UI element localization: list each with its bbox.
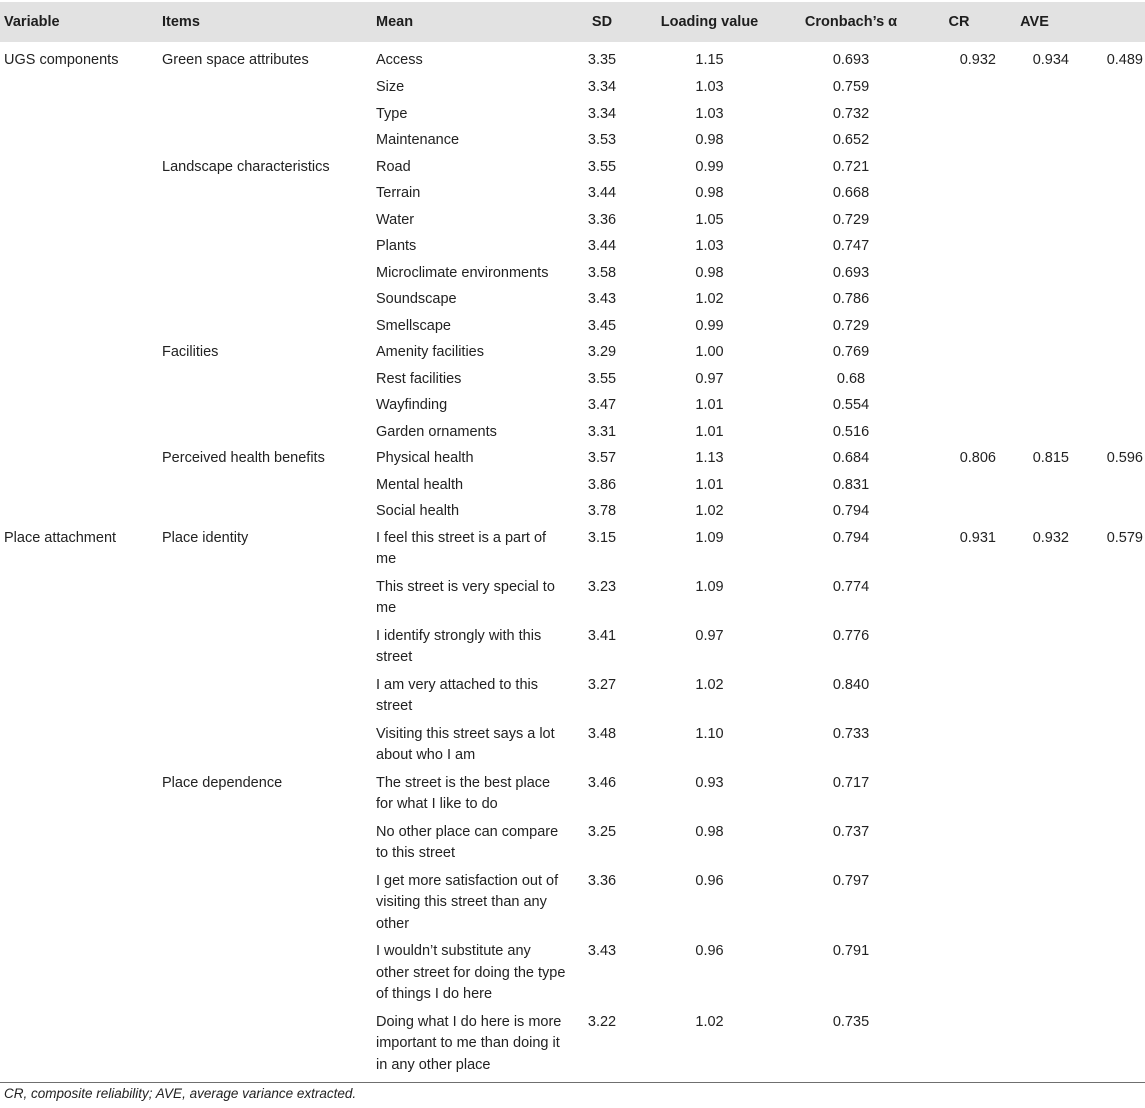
cell-item: Smellscape xyxy=(376,317,451,334)
cell-item: Rest facilities xyxy=(376,370,462,387)
table-row xyxy=(0,721,1145,770)
cell-mean: 3.29 xyxy=(587,344,617,360)
cell-cr: 0.932 xyxy=(1032,529,1069,546)
cell-sd: 0.99 xyxy=(695,158,724,175)
cell-loading: 0.693 xyxy=(832,264,870,281)
cell-ave xyxy=(1071,339,1145,366)
cell-sd: 0.98 xyxy=(695,264,724,281)
cell-cr xyxy=(998,623,1071,672)
cell-alpha xyxy=(920,339,998,366)
table-footnote: CR, composite reliability; AVE, average variance extracted. xyxy=(4,1086,357,1101)
cell-cr xyxy=(998,498,1071,525)
cell-sd: 0.98 xyxy=(695,132,724,148)
cell-item-group: Landscape characteristics xyxy=(162,158,330,175)
cell-mean: 3.45 xyxy=(587,317,617,334)
cell-mean: 3.78 xyxy=(587,503,617,519)
cell-loading: 0.668 xyxy=(832,185,870,201)
cell-alpha xyxy=(920,127,998,154)
cell-mean: 3.36 xyxy=(587,211,617,228)
cell-ave xyxy=(1071,154,1145,181)
cell-loading: 0.735 xyxy=(782,1009,920,1083)
table-row xyxy=(0,260,1145,287)
cell-sd: 1.15 xyxy=(695,52,724,68)
cell-variable xyxy=(0,101,158,128)
cell-alpha xyxy=(920,672,998,721)
cell-alpha xyxy=(920,286,998,313)
data-table xyxy=(0,2,1145,1083)
cell-item: No other place can compare to this street xyxy=(376,823,559,861)
cell-ave xyxy=(1071,672,1145,721)
cell-cr: 0.815 xyxy=(1032,450,1069,466)
cell-item-group xyxy=(158,419,372,446)
cell-cr xyxy=(998,101,1071,128)
cell-cr xyxy=(998,672,1071,721)
cell-sd: 0.97 xyxy=(695,627,724,644)
cell-sd: 1.09 xyxy=(695,529,724,546)
cell-alpha xyxy=(920,574,998,623)
cell-ave xyxy=(1071,101,1145,128)
cell-sd: 1.03 xyxy=(695,105,724,122)
cell-alpha xyxy=(920,366,998,393)
cell-cr xyxy=(998,419,1071,446)
cell-mean: 3.34 xyxy=(587,105,617,122)
cell-cr xyxy=(998,154,1071,181)
cell-alpha xyxy=(920,721,998,770)
cell-item: Amenity facilities xyxy=(376,344,484,360)
cell-sd: 1.01 xyxy=(695,397,724,413)
cell-item-group xyxy=(158,260,372,287)
cell-ave xyxy=(1071,260,1145,287)
cell-ave xyxy=(1071,623,1145,672)
cell-ave xyxy=(1071,366,1145,393)
cell-alpha: 0.932 xyxy=(959,52,996,68)
cell-variable xyxy=(0,127,158,154)
cell-mean: 3.53 xyxy=(587,132,617,148)
cell-sd: 1.10 xyxy=(695,725,724,742)
cell-item-group xyxy=(158,1009,372,1083)
cell-item: Type xyxy=(376,105,408,122)
cell-loading: 0.774 xyxy=(832,578,870,595)
cell-mean: 3.15 xyxy=(587,529,617,546)
table-row xyxy=(0,180,1145,207)
cell-alpha xyxy=(920,623,998,672)
cell-mean: 3.43 xyxy=(587,291,617,307)
cell-variable xyxy=(0,313,158,340)
cell-cr xyxy=(998,180,1071,207)
cell-alpha xyxy=(920,819,998,868)
cell-loading: 0.554 xyxy=(832,397,870,413)
header-ave: AVE xyxy=(998,2,1071,42)
cell-alpha xyxy=(920,233,998,260)
cell-alpha xyxy=(920,101,998,128)
cell-ave xyxy=(1071,472,1145,499)
cell-alpha: 0.931 xyxy=(959,529,996,546)
cell-variable xyxy=(0,498,158,525)
cell-loading: 0.68 xyxy=(836,370,866,387)
cell-loading: 0.717 xyxy=(832,774,870,791)
cell-cr xyxy=(998,366,1071,393)
cell-sd: 1.03 xyxy=(695,79,724,95)
cell-alpha xyxy=(920,498,998,525)
cell-alpha xyxy=(920,180,998,207)
cell-mean: 3.57 xyxy=(587,450,617,466)
cell-sd: 1.02 xyxy=(637,1009,782,1083)
cell-alpha: 0.806 xyxy=(959,450,996,466)
table-header xyxy=(0,2,1145,42)
table-row xyxy=(0,233,1145,260)
cell-cr xyxy=(998,313,1071,340)
cell-sd: 1.02 xyxy=(695,676,724,693)
cell-alpha xyxy=(920,207,998,234)
cell-cr xyxy=(998,721,1071,770)
table-body xyxy=(0,42,1145,1083)
cell-item-group xyxy=(158,721,372,770)
cell-item: Microclimate environments xyxy=(376,264,549,281)
table-row xyxy=(0,770,1145,819)
cell-item-group xyxy=(158,819,372,868)
cell-item-group xyxy=(158,938,372,1009)
cell-cr xyxy=(998,392,1071,419)
header-mean: Mean xyxy=(372,2,567,42)
cell-cr xyxy=(998,574,1071,623)
cell-mean: 3.46 xyxy=(587,774,617,791)
cell-variable xyxy=(0,419,158,446)
cell-item: I feel this street is a part of me xyxy=(376,529,547,567)
cell-alpha xyxy=(920,938,998,1009)
header-loading-value: Loading value xyxy=(637,2,782,42)
table-row xyxy=(0,672,1145,721)
cell-loading: 0.769 xyxy=(832,344,870,360)
header-items: Items xyxy=(158,2,372,42)
cell-item-group xyxy=(158,392,372,419)
cell-ave xyxy=(1071,819,1145,868)
cell-variable xyxy=(0,721,158,770)
cell-ave xyxy=(1071,392,1145,419)
cell-ave xyxy=(1071,419,1145,446)
table-row xyxy=(0,392,1145,419)
cell-item: Size xyxy=(376,79,405,95)
cell-variable xyxy=(0,938,158,1009)
cell-sd: 1.13 xyxy=(695,450,724,466)
cell-item-group xyxy=(158,286,372,313)
cell-item: The street is the best place for what I like to do xyxy=(376,774,551,812)
cell-item-group xyxy=(158,207,372,234)
cell-loading: 0.747 xyxy=(832,238,870,254)
table-row xyxy=(0,819,1145,868)
cell-item: Doing what I do here is more important to me than doing it in any other place xyxy=(372,1009,567,1083)
cell-mean: 3.86 xyxy=(587,476,617,493)
cell-variable xyxy=(0,445,158,472)
cell-cr xyxy=(998,207,1071,234)
cell-mean: 3.34 xyxy=(587,79,617,95)
table-row xyxy=(0,127,1145,154)
cell-item-group: Green space attributes xyxy=(162,52,309,68)
cell-variable xyxy=(0,868,158,939)
cell-sd: 1.01 xyxy=(695,423,724,440)
cell-cr xyxy=(998,74,1071,101)
cell-loading: 0.729 xyxy=(832,211,870,228)
table-row xyxy=(0,498,1145,525)
table-row xyxy=(0,42,1145,74)
cell-ave xyxy=(1071,721,1145,770)
cell-item: Mental health xyxy=(376,476,464,493)
cell-cr xyxy=(998,938,1071,1009)
cell-sd: 0.96 xyxy=(695,872,724,889)
cell-item: I get more satisfaction out of visiting this street than any other xyxy=(376,872,559,932)
cell-loading: 0.831 xyxy=(832,476,870,493)
cell-item-group xyxy=(158,366,372,393)
cell-ave xyxy=(1071,313,1145,340)
cell-loading: 0.516 xyxy=(832,423,870,440)
cell-variable xyxy=(0,770,158,819)
table-row xyxy=(0,366,1145,393)
cell-loading: 0.776 xyxy=(832,627,870,644)
cell-loading: 0.794 xyxy=(832,529,870,546)
cell-ave: 0.579 xyxy=(1106,529,1143,546)
header-row xyxy=(0,2,1145,42)
cell-variable xyxy=(0,233,158,260)
cell-loading: 0.721 xyxy=(832,158,870,175)
cell-cr xyxy=(998,819,1071,868)
cell-item: Access xyxy=(376,52,423,68)
cell-cr xyxy=(998,286,1071,313)
table-row xyxy=(0,207,1145,234)
cell-mean: 3.48 xyxy=(587,725,617,742)
cell-loading: 0.652 xyxy=(832,132,870,148)
cell-alpha xyxy=(920,868,998,939)
cell-ave xyxy=(1071,868,1145,939)
cell-ave xyxy=(1071,127,1145,154)
cell-sd: 0.99 xyxy=(695,317,724,334)
cell-cr xyxy=(998,770,1071,819)
cell-alpha xyxy=(920,1009,998,1083)
cell-cr xyxy=(998,339,1071,366)
cell-alpha xyxy=(920,74,998,101)
cell-variable xyxy=(0,366,158,393)
cell-mean: 3.27 xyxy=(587,676,617,693)
cell-loading: 0.791 xyxy=(832,943,870,959)
cell-loading: 0.693 xyxy=(832,52,870,68)
cell-sd: 0.98 xyxy=(695,185,724,201)
cell-sd: 1.01 xyxy=(695,476,724,493)
cell-sd: 0.96 xyxy=(695,943,724,959)
cell-alpha xyxy=(920,313,998,340)
cell-item: I wouldn’t substitute any other street for doing the type of things I do here xyxy=(376,943,566,1002)
cell-sd: 0.98 xyxy=(695,823,724,840)
cell-variable xyxy=(0,180,158,207)
cell-sd: 1.05 xyxy=(695,211,724,228)
cell-mean: 3.35 xyxy=(587,52,617,68)
cell-sd: 0.97 xyxy=(695,370,724,387)
cell-item: Garden ornaments xyxy=(376,423,497,440)
header-cr: CR xyxy=(920,2,998,42)
header-cronbachs-alpha: Cronbach’s α xyxy=(782,2,920,42)
cell-variable xyxy=(0,286,158,313)
cell-sd: 1.02 xyxy=(695,291,724,307)
cell-loading: 0.729 xyxy=(832,317,870,334)
cell-item-group xyxy=(158,574,372,623)
cell-item-group xyxy=(158,180,372,207)
cell-item: I identify strongly with this street xyxy=(376,627,542,665)
cell-mean: 3.31 xyxy=(587,423,617,440)
cell-alpha xyxy=(920,472,998,499)
cell-item-group xyxy=(158,868,372,939)
cell-ave xyxy=(1071,233,1145,260)
cell-variable xyxy=(0,154,158,181)
cell-item-group: Place identity xyxy=(162,529,249,546)
cell-cr xyxy=(998,233,1071,260)
cell-item-group: Place dependence xyxy=(162,774,283,791)
table-row xyxy=(0,472,1145,499)
cell-item: I am very attached to this street xyxy=(376,676,538,714)
cell-ave xyxy=(1071,938,1145,1009)
cell-variable xyxy=(0,392,158,419)
cell-mean: 3.55 xyxy=(587,158,617,175)
cell-loading: 0.684 xyxy=(832,450,870,466)
cell-ave: 0.489 xyxy=(1106,52,1143,68)
cell-alpha xyxy=(920,392,998,419)
cell-loading: 0.840 xyxy=(832,676,870,693)
cell-alpha xyxy=(920,154,998,181)
cell-cr xyxy=(998,868,1071,939)
cell-item-group xyxy=(158,74,372,101)
cell-sd: 1.03 xyxy=(695,238,724,254)
cell-ave xyxy=(1071,180,1145,207)
cell-ave xyxy=(1071,74,1145,101)
cell-sd: 0.93 xyxy=(695,774,724,791)
table-row xyxy=(0,574,1145,623)
cell-item-group xyxy=(158,233,372,260)
cell-variable xyxy=(0,74,158,101)
table-row xyxy=(0,1009,1145,1083)
cell-item: Physical health xyxy=(376,450,474,466)
cell-variable xyxy=(0,472,158,499)
table-row xyxy=(0,445,1145,472)
cell-variable xyxy=(0,819,158,868)
cell-item: This street is very special to me xyxy=(376,578,555,616)
cell-alpha xyxy=(920,260,998,287)
cell-variable xyxy=(0,623,158,672)
cell-item: Social health xyxy=(376,503,460,519)
cell-item: Maintenance xyxy=(376,132,460,148)
cell-mean: 3.41 xyxy=(587,627,617,644)
cell-variable: Place attachment xyxy=(4,529,117,546)
cell-loading: 0.759 xyxy=(832,79,870,95)
cell-loading: 0.733 xyxy=(832,725,870,742)
cell-mean: 3.44 xyxy=(587,238,617,254)
table-row xyxy=(0,154,1145,181)
cell-mean: 3.43 xyxy=(587,943,617,959)
cell-item: Water xyxy=(376,211,415,228)
cell-cr xyxy=(998,127,1071,154)
cell-cr: 0.934 xyxy=(1032,52,1069,68)
cell-item-group xyxy=(158,127,372,154)
cell-mean: 3.25 xyxy=(587,823,617,840)
cell-ave: 0.596 xyxy=(1106,450,1143,466)
cell-mean: 3.47 xyxy=(587,397,617,413)
cell-mean: 3.22 xyxy=(567,1009,637,1083)
cell-item: Terrain xyxy=(376,185,421,201)
table-row xyxy=(0,623,1145,672)
cell-sd: 1.09 xyxy=(695,578,724,595)
cell-item-group xyxy=(158,313,372,340)
cell-ave xyxy=(1071,207,1145,234)
table-row xyxy=(0,313,1145,340)
cell-sd: 1.02 xyxy=(695,503,724,519)
cell-item: Wayfinding xyxy=(376,397,448,413)
cell-loading: 0.732 xyxy=(832,105,870,122)
cell-ave xyxy=(1071,770,1145,819)
cell-alpha xyxy=(920,419,998,446)
cell-variable xyxy=(0,1009,158,1083)
cell-variable xyxy=(0,574,158,623)
table-row xyxy=(0,525,1145,574)
cell-cr xyxy=(998,1009,1071,1083)
cell-variable xyxy=(0,260,158,287)
cell-ave xyxy=(1071,1009,1145,1083)
cell-item-group: Perceived health benefits xyxy=(162,450,325,466)
cell-item-group xyxy=(158,672,372,721)
cell-item-group xyxy=(158,498,372,525)
cell-sd: 1.00 xyxy=(695,344,724,360)
cell-variable: UGS components xyxy=(4,52,119,68)
cell-item-group: Facilities xyxy=(162,344,219,360)
cell-mean: 3.36 xyxy=(587,872,617,889)
header-extra xyxy=(1071,2,1145,42)
cell-item: Plants xyxy=(376,238,417,254)
cell-mean: 3.23 xyxy=(587,578,617,595)
cell-item: Visiting this street says a lot about who I am xyxy=(376,725,555,763)
table-row xyxy=(0,286,1145,313)
cell-mean: 3.58 xyxy=(587,264,617,281)
cell-item-group xyxy=(158,101,372,128)
cell-item-group xyxy=(158,623,372,672)
cell-loading: 0.786 xyxy=(832,291,870,307)
table-row xyxy=(0,339,1145,366)
header-sd: SD xyxy=(567,2,637,42)
cell-item: Soundscape xyxy=(376,291,457,307)
cell-cr xyxy=(998,472,1071,499)
cell-variable xyxy=(0,672,158,721)
table-row xyxy=(0,419,1145,446)
cell-ave xyxy=(1071,286,1145,313)
cell-variable xyxy=(0,339,158,366)
cell-cr xyxy=(998,260,1071,287)
cell-alpha xyxy=(920,770,998,819)
cell-ave xyxy=(1071,498,1145,525)
table-row xyxy=(0,101,1145,128)
cell-loading: 0.797 xyxy=(832,872,870,889)
table-row xyxy=(0,868,1145,939)
table-row xyxy=(0,74,1145,101)
cell-loading: 0.794 xyxy=(832,503,870,519)
table-row xyxy=(0,938,1145,1009)
cell-ave xyxy=(1071,574,1145,623)
cell-variable xyxy=(0,207,158,234)
header-variable: Variable xyxy=(0,2,158,42)
cell-item-group xyxy=(158,472,372,499)
cell-item: Road xyxy=(376,158,411,175)
cell-loading: 0.737 xyxy=(832,823,870,840)
cell-mean: 3.44 xyxy=(587,185,617,201)
cell-mean: 3.55 xyxy=(587,370,617,387)
